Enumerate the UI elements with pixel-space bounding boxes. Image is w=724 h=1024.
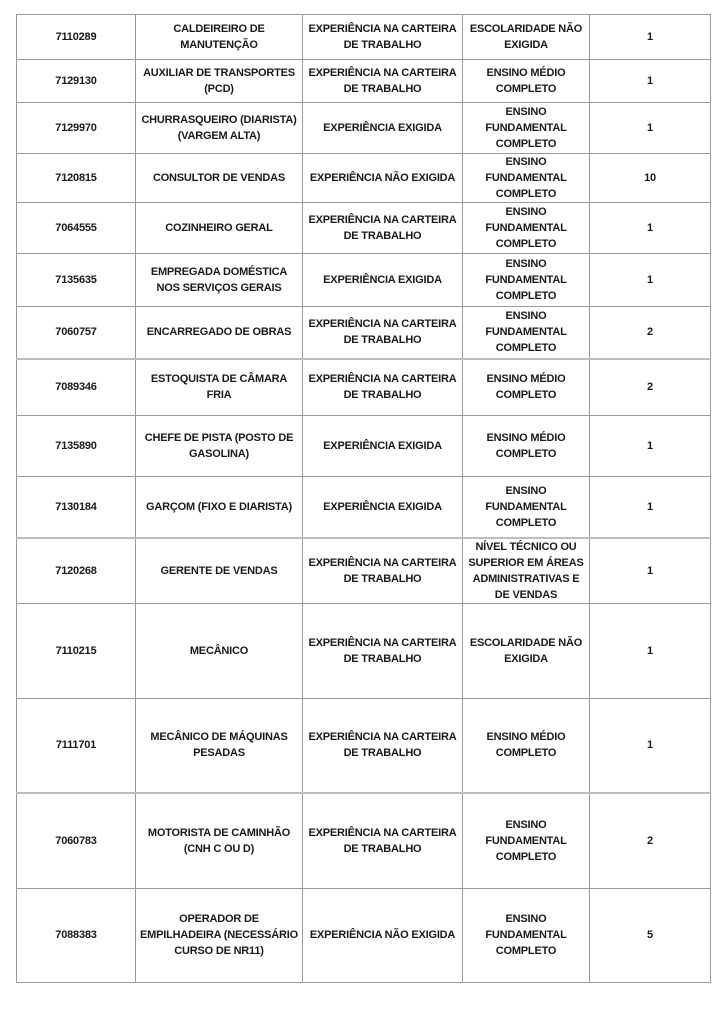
experience-requirement: EXPERIÊNCIA NA CARTEIRA DE TRABALHO [303, 538, 463, 604]
table-row [17, 15, 711, 60]
experience-requirement: EXPERIÊNCIA NÃO EXIGIDA [303, 888, 463, 982]
table-row [17, 793, 711, 888]
job-code: 7135890 [17, 416, 136, 477]
openings-count: 1 [590, 203, 711, 254]
education-requirement: ENSINO FUNDAMENTAL COMPLETO [463, 154, 590, 203]
job-code: 7135635 [17, 254, 136, 307]
table-row [17, 307, 711, 359]
education-requirement: ENSINO FUNDAMENTAL COMPLETO [463, 477, 590, 538]
openings-count: 1 [590, 15, 711, 60]
job-code: 7089346 [17, 359, 136, 416]
education-requirement: NÍVEL TÉCNICO OU SUPERIOR EM ÁREAS ADMINISTRATIVAS E DE VENDAS [463, 538, 590, 604]
openings-count: 1 [590, 103, 711, 154]
table-row [17, 477, 711, 538]
openings-count: 10 [590, 154, 711, 203]
job-title: GARÇOM (FIXO E DIARISTA) [136, 477, 303, 538]
table-row [17, 359, 711, 416]
experience-requirement: EXPERIÊNCIA NA CARTEIRA DE TRABALHO [303, 60, 463, 103]
openings-count: 1 [590, 538, 711, 604]
job-title: COZINHEIRO GERAL [136, 203, 303, 254]
experience-requirement: EXPERIÊNCIA NA CARTEIRA DE TRABALHO [303, 603, 463, 698]
job-title: ENCARREGADO DE OBRAS [136, 307, 303, 359]
experience-requirement: EXPERIÊNCIA NA CARTEIRA DE TRABALHO [303, 307, 463, 359]
experience-requirement: EXPERIÊNCIA EXIGIDA [303, 254, 463, 307]
experience-requirement: EXPERIÊNCIA NA CARTEIRA DE TRABALHO [303, 203, 463, 254]
job-code: 7060757 [17, 307, 136, 359]
job-openings-table [16, 14, 711, 983]
education-requirement: ENSINO FUNDAMENTAL COMPLETO [463, 888, 590, 982]
openings-count: 2 [590, 307, 711, 359]
education-requirement: ENSINO FUNDAMENTAL COMPLETO [463, 254, 590, 307]
job-title: MECÂNICO DE MÁQUINAS PESADAS [136, 698, 303, 793]
job-title: CONSULTOR DE VENDAS [136, 154, 303, 203]
job-code: 7088383 [17, 888, 136, 982]
education-requirement: ENSINO MÉDIO COMPLETO [463, 698, 590, 793]
openings-count: 1 [590, 254, 711, 307]
job-title: CHEFE DE PISTA (POSTO DE GASOLINA) [136, 416, 303, 477]
job-code: 7064555 [17, 203, 136, 254]
openings-count: 2 [590, 359, 711, 416]
experience-requirement: EXPERIÊNCIA NÃO EXIGIDA [303, 154, 463, 203]
education-requirement: ESCOLARIDADE NÃO EXIGIDA [463, 15, 590, 60]
table-row [17, 103, 711, 154]
education-requirement: ENSINO MÉDIO COMPLETO [463, 416, 590, 477]
table-row [17, 203, 711, 254]
table-row [17, 698, 711, 793]
job-title: OPERADOR DE EMPILHADEIRA (NECESSÁRIO CURSO DE NR11) [136, 888, 303, 982]
experience-requirement: EXPERIÊNCIA EXIGIDA [303, 103, 463, 154]
experience-requirement: EXPERIÊNCIA NA CARTEIRA DE TRABALHO [303, 15, 463, 60]
job-title: CALDEIREIRO DE MANUTENÇÃO [136, 15, 303, 60]
experience-requirement: EXPERIÊNCIA EXIGIDA [303, 477, 463, 538]
job-title: MECÂNICO [136, 603, 303, 698]
education-requirement: ENSINO MÉDIO COMPLETO [463, 359, 590, 416]
experience-requirement: EXPERIÊNCIA NA CARTEIRA DE TRABALHO [303, 793, 463, 888]
openings-count: 1 [590, 60, 711, 103]
openings-count: 1 [590, 416, 711, 477]
openings-count: 2 [590, 793, 711, 888]
job-code: 7110215 [17, 603, 136, 698]
openings-count: 5 [590, 888, 711, 982]
job-title: CHURRASQUEIRO (DIARISTA) (VARGEM ALTA) [136, 103, 303, 154]
experience-requirement: EXPERIÊNCIA NA CARTEIRA DE TRABALHO [303, 359, 463, 416]
job-title: GERENTE DE VENDAS [136, 538, 303, 604]
job-code: 7129970 [17, 103, 136, 154]
job-code: 7110289 [17, 15, 136, 60]
job-code: 7111701 [17, 698, 136, 793]
education-requirement: ENSINO MÉDIO COMPLETO [463, 60, 590, 103]
education-requirement: ENSINO FUNDAMENTAL COMPLETO [463, 307, 590, 359]
table-row [17, 60, 711, 103]
table-row [17, 154, 711, 203]
table-row [17, 538, 711, 604]
job-title: MOTORISTA DE CAMINHÃO (CNH C OU D) [136, 793, 303, 888]
job-title: ESTOQUISTA DE CÂMARA FRIA [136, 359, 303, 416]
job-code: 7060783 [17, 793, 136, 888]
job-code: 7129130 [17, 60, 136, 103]
openings-count: 1 [590, 603, 711, 698]
job-title: AUXILIAR DE TRANSPORTES (PCD) [136, 60, 303, 103]
openings-count: 1 [590, 477, 711, 538]
education-requirement: ESCOLARIDADE NÃO EXIGIDA [463, 603, 590, 698]
education-requirement: ENSINO FUNDAMENTAL COMPLETO [463, 203, 590, 254]
job-title: EMPREGADA DOMÉSTICA NOS SERVIÇOS GERAIS [136, 254, 303, 307]
education-requirement: ENSINO FUNDAMENTAL COMPLETO [463, 103, 590, 154]
table-row [17, 254, 711, 307]
openings-count: 1 [590, 698, 711, 793]
job-code: 7120815 [17, 154, 136, 203]
experience-requirement: EXPERIÊNCIA NA CARTEIRA DE TRABALHO [303, 698, 463, 793]
experience-requirement: EXPERIÊNCIA EXIGIDA [303, 416, 463, 477]
table-row [17, 416, 711, 477]
table-row [17, 888, 711, 982]
education-requirement: ENSINO FUNDAMENTAL COMPLETO [463, 793, 590, 888]
job-code: 7130184 [17, 477, 136, 538]
job-code: 7120268 [17, 538, 136, 604]
table-row [17, 603, 711, 698]
